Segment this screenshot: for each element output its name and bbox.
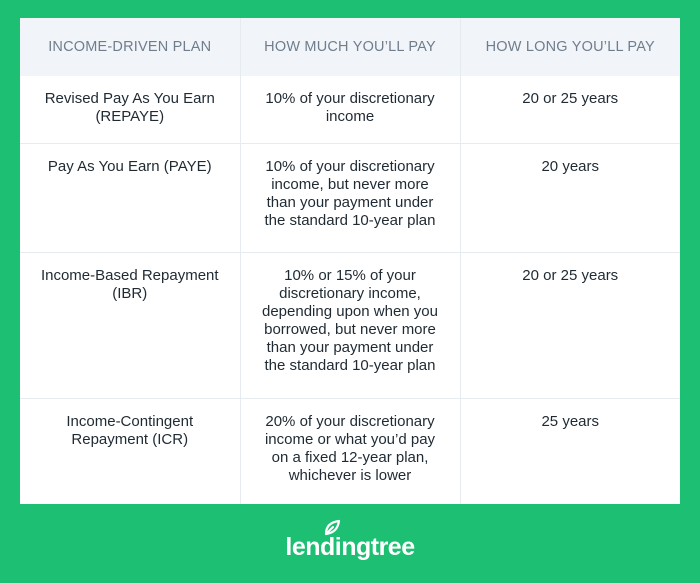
pay-cell: 10% of your discretionary income [240,76,460,144]
pay-cell: 10% of your discretionary income, but never more than your payment under the standard 10-year plan [240,144,460,253]
plan-cell: Income-Based Repayment (IBR) [20,253,240,399]
plans-table-card [20,18,680,504]
leaf-icon [323,519,341,537]
duration-cell: 20 years [460,144,680,253]
plan-cell: Revised Pay As You Earn (REPAYE) [20,76,240,144]
table-header-row [20,18,680,76]
pay-cell: 10% or 15% of your discretionary income, depending upon when you borrowed, but never more than your payment under the standard 10-year plan [240,253,460,399]
table-row [20,399,680,505]
logo-wordmark: lendingtree [285,532,415,561]
table-row [20,76,680,144]
logo-wordmark-wrap [285,533,414,562]
duration-cell: 25 years [460,399,680,505]
plan-cell: Pay As You Earn (PAYE) [20,144,240,253]
plan-cell: Income-Contingent Repayment (ICR) [20,399,240,505]
pay-cell: 20% of your discretionary income or what you’d pay on a fixed 12-year plan, whichever is lower [240,399,460,505]
duration-cell: 20 or 25 years [522,90,619,107]
table-row [20,253,680,399]
brand-logo [0,522,700,572]
income-driven-plans-table [20,18,680,504]
header-how-long: HOW LONG YOU’LL PAY [460,18,680,76]
duration-cell: 20 or 25 years [460,253,680,399]
header-plan: INCOME-DRIVEN PLAN [20,18,240,76]
table-row [20,144,680,253]
header-how-much: HOW MUCH YOU’LL PAY [240,18,460,76]
